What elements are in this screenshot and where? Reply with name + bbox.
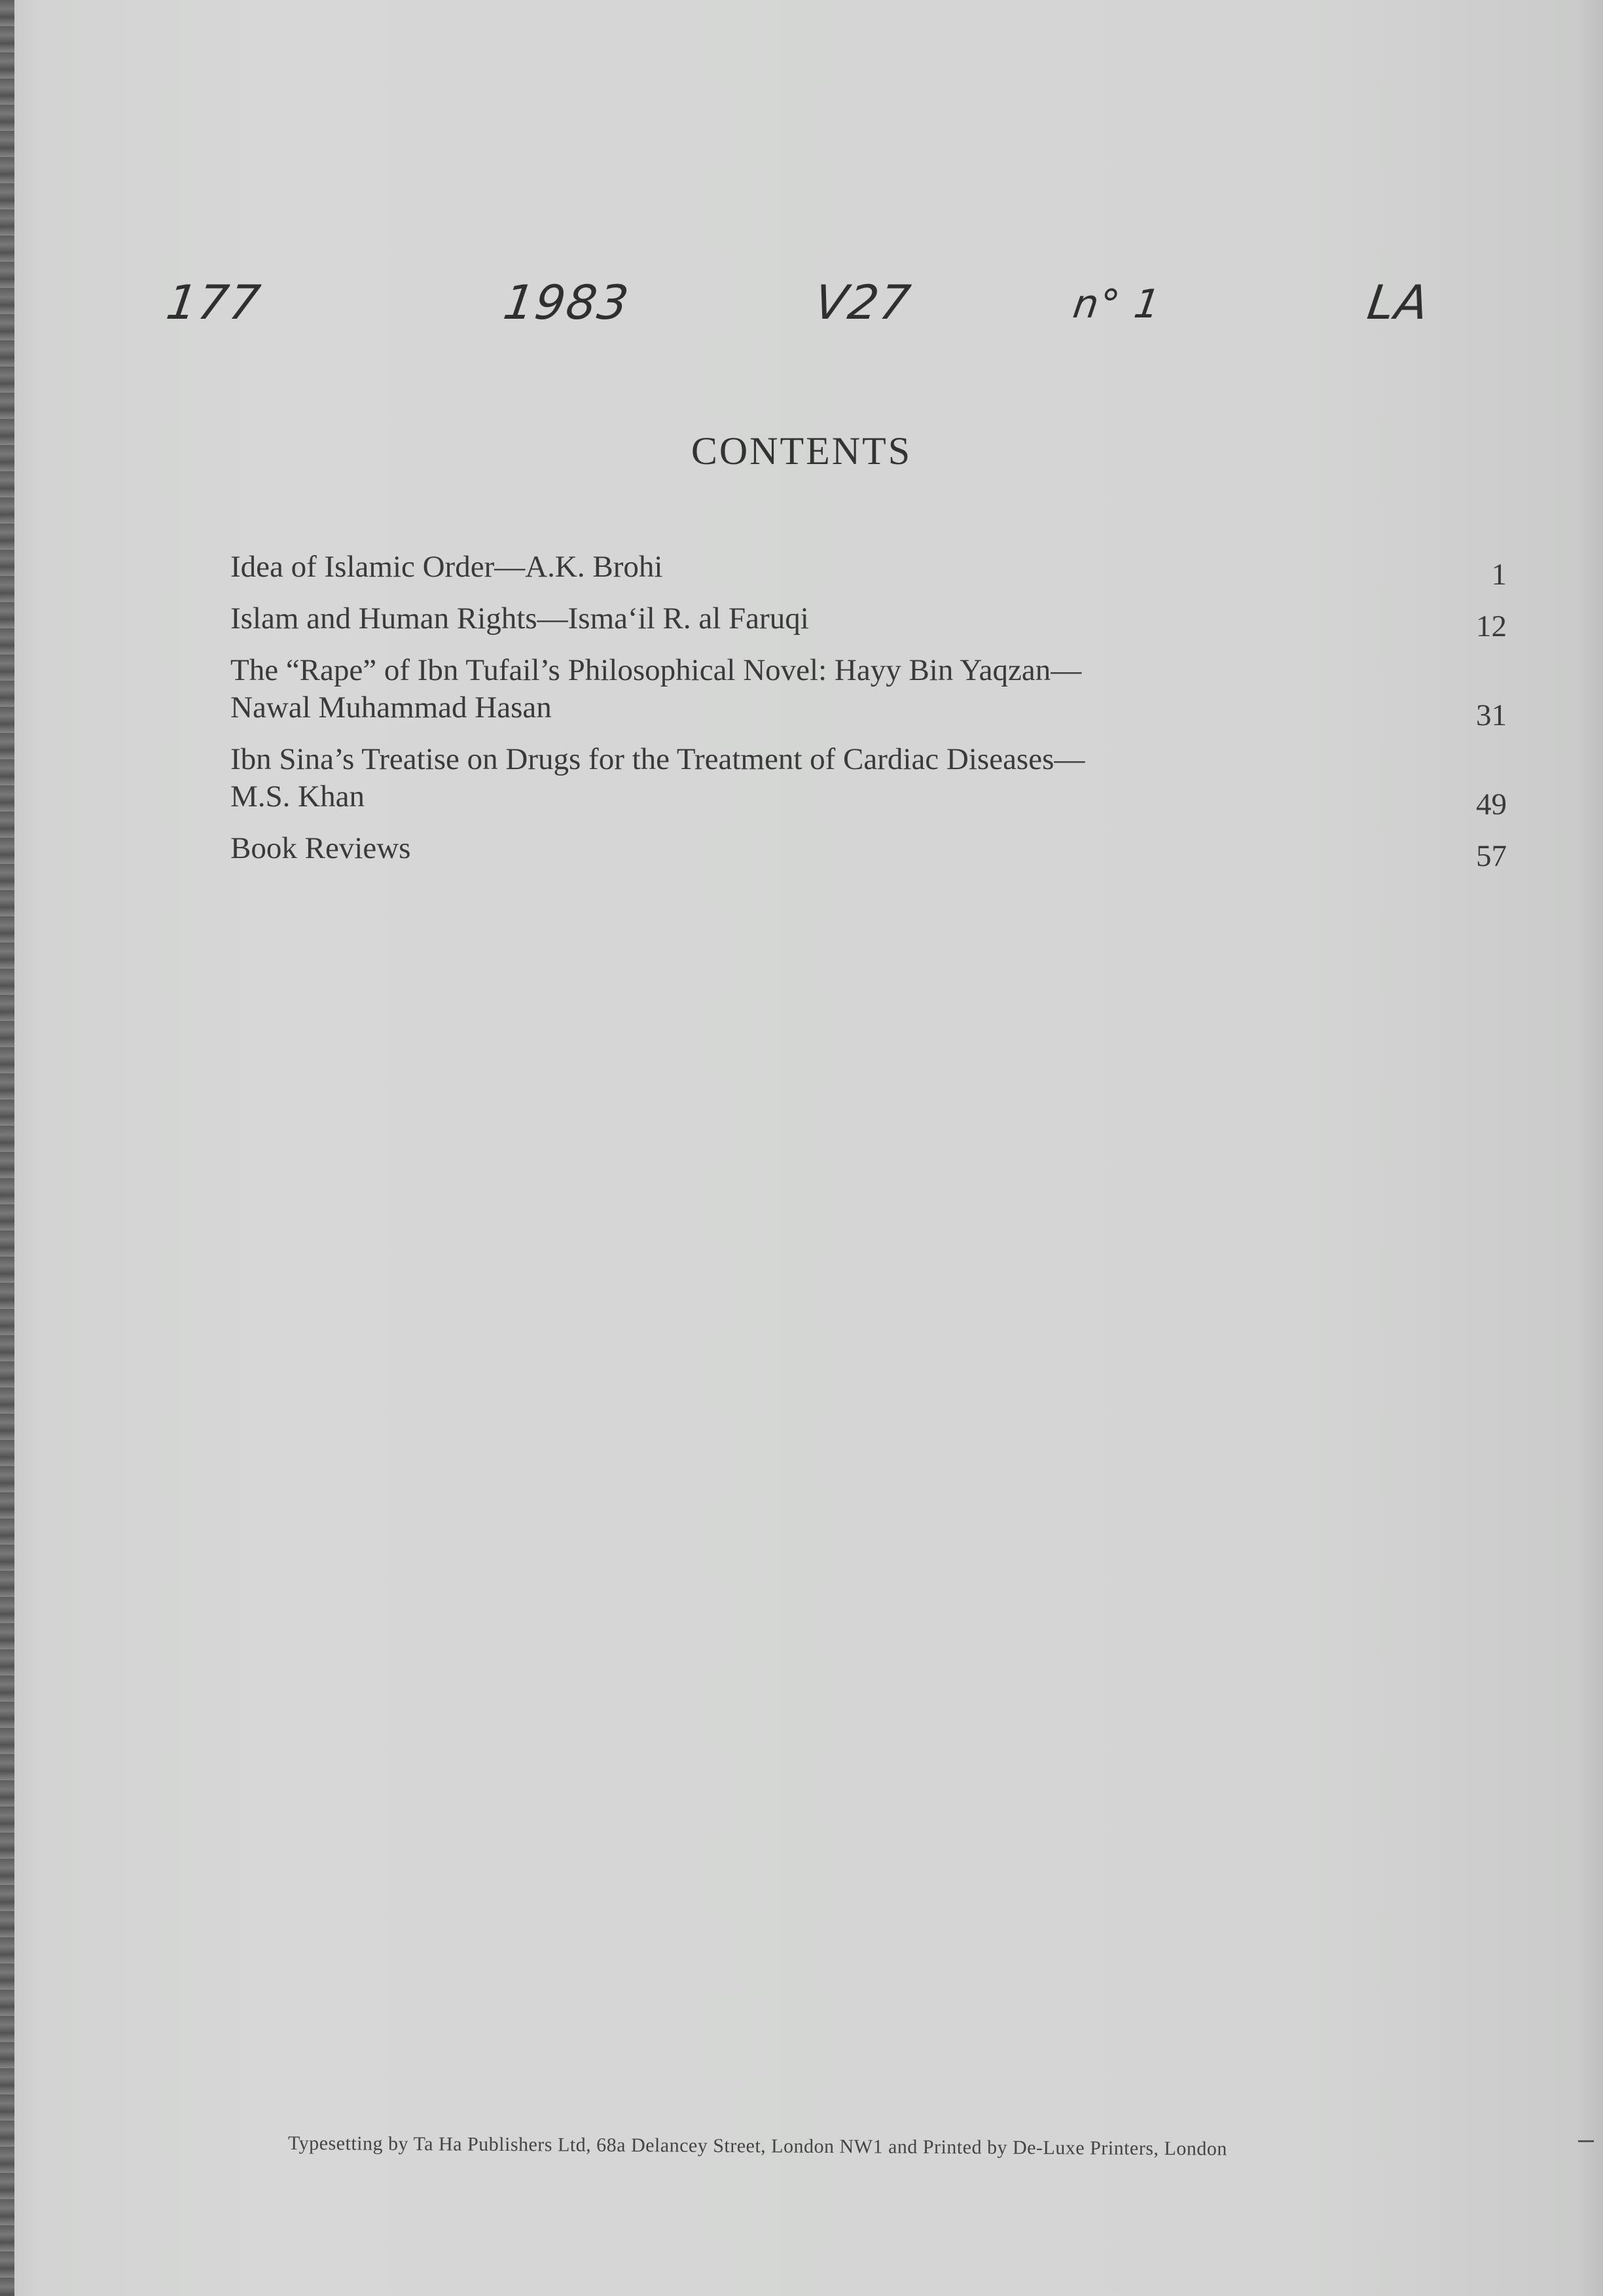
toc-entry-line: Book Reviews [230, 831, 411, 865]
table-of-contents [230, 548, 1507, 882]
handwritten-note: V27 [811, 275, 915, 330]
page-title: CONTENTS [691, 429, 912, 473]
toc-entry [230, 741, 1507, 821]
toc-entry-line: Islam and Human Rights—Isma‘il R. al Faruqi [230, 601, 809, 636]
handwritten-note: 1983 [500, 275, 634, 330]
toc-page-number: 57 [1476, 839, 1507, 873]
toc-entry-line: Idea of Islamic Order—A.K. Brohi [230, 550, 663, 584]
handwritten-note: LA [1364, 275, 1433, 330]
toc-entry-line: M.S. Khan [230, 780, 365, 814]
toc-entry-line: Nawal Muhammad Hasan [230, 691, 552, 725]
toc-page-number: 49 [1476, 787, 1507, 821]
toc-entry-title [230, 830, 1291, 867]
toc-entry [230, 830, 1507, 873]
handwritten-note: 177 [163, 275, 265, 330]
toc-entry-line: Ibn Sina’s Treatise on Drugs for the Treatment of Cardiac Diseases— [230, 742, 1085, 776]
toc-entry [230, 652, 1507, 732]
toc-page-number: 12 [1476, 609, 1507, 643]
toc-page-number: 31 [1476, 698, 1507, 732]
toc-entry [230, 548, 1507, 592]
toc-entry-title [230, 741, 1291, 816]
toc-entry-title [230, 548, 1291, 586]
toc-entry-title [230, 652, 1291, 726]
toc-page-number: 1 [1491, 558, 1507, 592]
handwritten-note: n° 1 [1070, 281, 1164, 327]
toc-entry-line: The “Rape” of Ibn Tufail’s Philosophical Novel: Hayy Bin Yaqzan— [230, 653, 1082, 687]
printer-imprint: Typesetting by Ta Ha Publishers Ltd, 68a Delancey Street, London NW1 and Printed by De-Luxe Printers, London [287, 2132, 1227, 2160]
handwritten-notes [0, 275, 1603, 353]
margin-mark [1578, 2140, 1594, 2142]
toc-entry [230, 600, 1507, 643]
toc-entry-title [230, 600, 1291, 637]
